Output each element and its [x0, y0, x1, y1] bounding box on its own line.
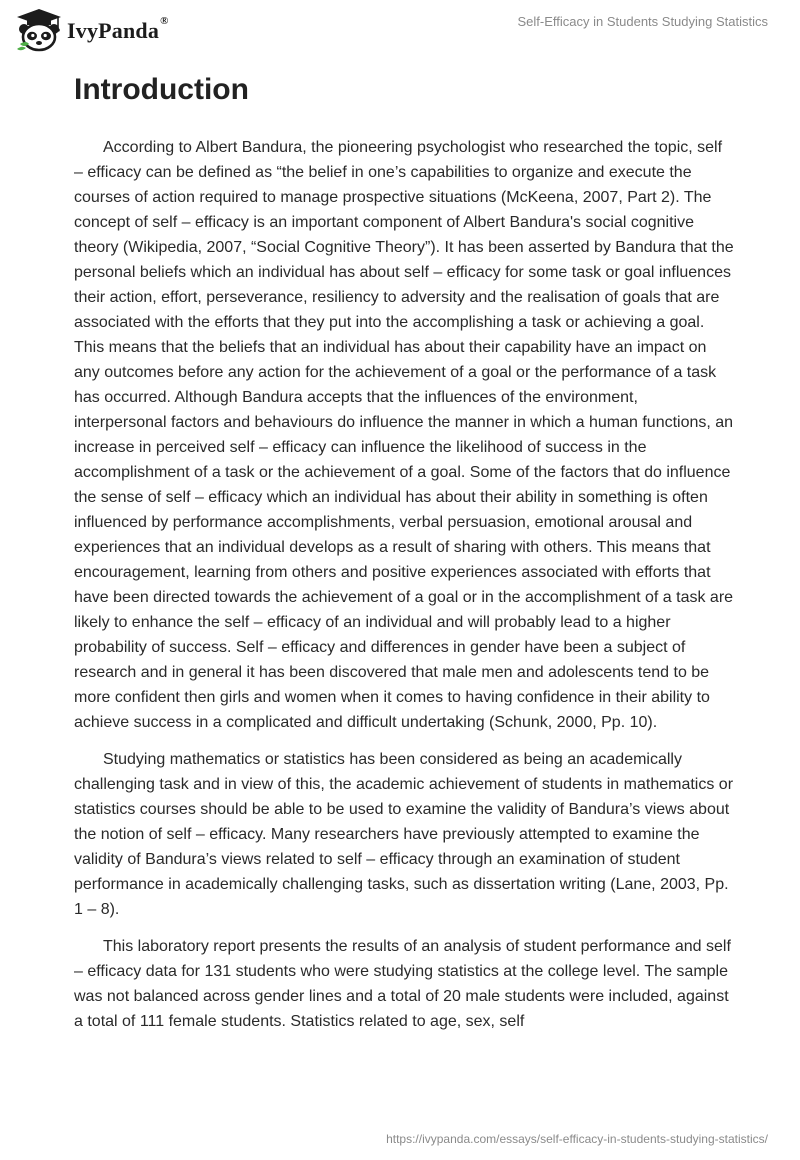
page-header: [0, 0, 800, 60]
paragraph-3: This laboratory report presents the results of an analysis of student performance and self – efficacy data for 131 students who were studying statistics at the college level. The sample was not balanced across gender lines and a total of 20 male students were included, against a total of 111 female students. Statistics related to age, sex, self: [74, 938, 731, 1030]
paragraphs: [74, 135, 734, 1034]
paragraph-2: Studying mathematics or statistics has been considered as being an academically challenging task and in view of this, the academic achievement of students in mathematics or statistics courses should be able to be used to examine the validity of Bandura’s views about the notion of self – efficacy. Many researchers have previously attempted to examine the validity of Bandura’s views related to self – efficacy through an examination of student performance in academically challenging tasks, such as dissertation writing (Lane, 2003, Pp. 1 – 8).: [74, 751, 734, 918]
essay-content: [74, 70, 734, 1046]
panda-graduate-icon: [14, 8, 64, 52]
paragraph-1: According to Albert Bandura, the pioneering psychologist who researched the topic, self – efficacy can be defined as “the belief in one’s capabilities to organize and execute the courses of action required to manage prospective situations (McKeena, 2007, Part 2). The concept of self – efficacy is an important component of Albert Bandura's social cognitive theory (Wikipedia, 2007, “Social Cognitive Theory”). It has been asserted by Bandura that the personal beliefs which an individual has about self – efficacy for some task or goal influences their action, effort, perseverance, resiliency to adversity and the realisation of goals that are associated with the efforts that they put into the accomplishing a task or achieving a goal. This means that the beliefs that an individual has about their capability have an impact on any outcomes before any action for the achievement of a goal or the performance of a task has occurred. Although Bandura accepts that the influences of the environment, interpersonal factors and behaviours do influence the manner in which a human functions, an increase in perceived self – efficacy can influence the likelihood of success in the accomplishment of a task or the achievement of a goal. Some of the factors that do influence the sense of self – efficacy which an individual has about their ability in something is often influenced by performance accomplishments, verbal persuasion, emotional arousal and experiences that an individual develops as a result of sharing with others. This means that encouragement, learning from others and positive experiences associated with efforts that have been directed towards the achievement of a goal or in the accomplishment of a task are likely to enhance the self – efficacy of an individual and will probably lead to a higher probability of success. Self – efficacy and differences in gender have been a subject of research and in general it has been discovered that male men and adolescents tend to be more confident then girls and women when it comes to having confidence in their ability to achieve success in a complicated and difficult undertaking (Schunk, 2000, Pp. 10).: [74, 139, 734, 731]
source-url[interactable]: https://ivypanda.com/essays/self-efficacy-in-students-studying-statistics/: [386, 1132, 768, 1146]
document-title: Self-Efficacy in Students Studying Statistics: [517, 14, 768, 29]
brand-name: IvyPanda®: [67, 15, 169, 43]
brand-logo-link[interactable]: [14, 8, 169, 52]
section-heading: Introduction: [74, 73, 249, 106]
registered-mark: ®: [160, 15, 169, 27]
